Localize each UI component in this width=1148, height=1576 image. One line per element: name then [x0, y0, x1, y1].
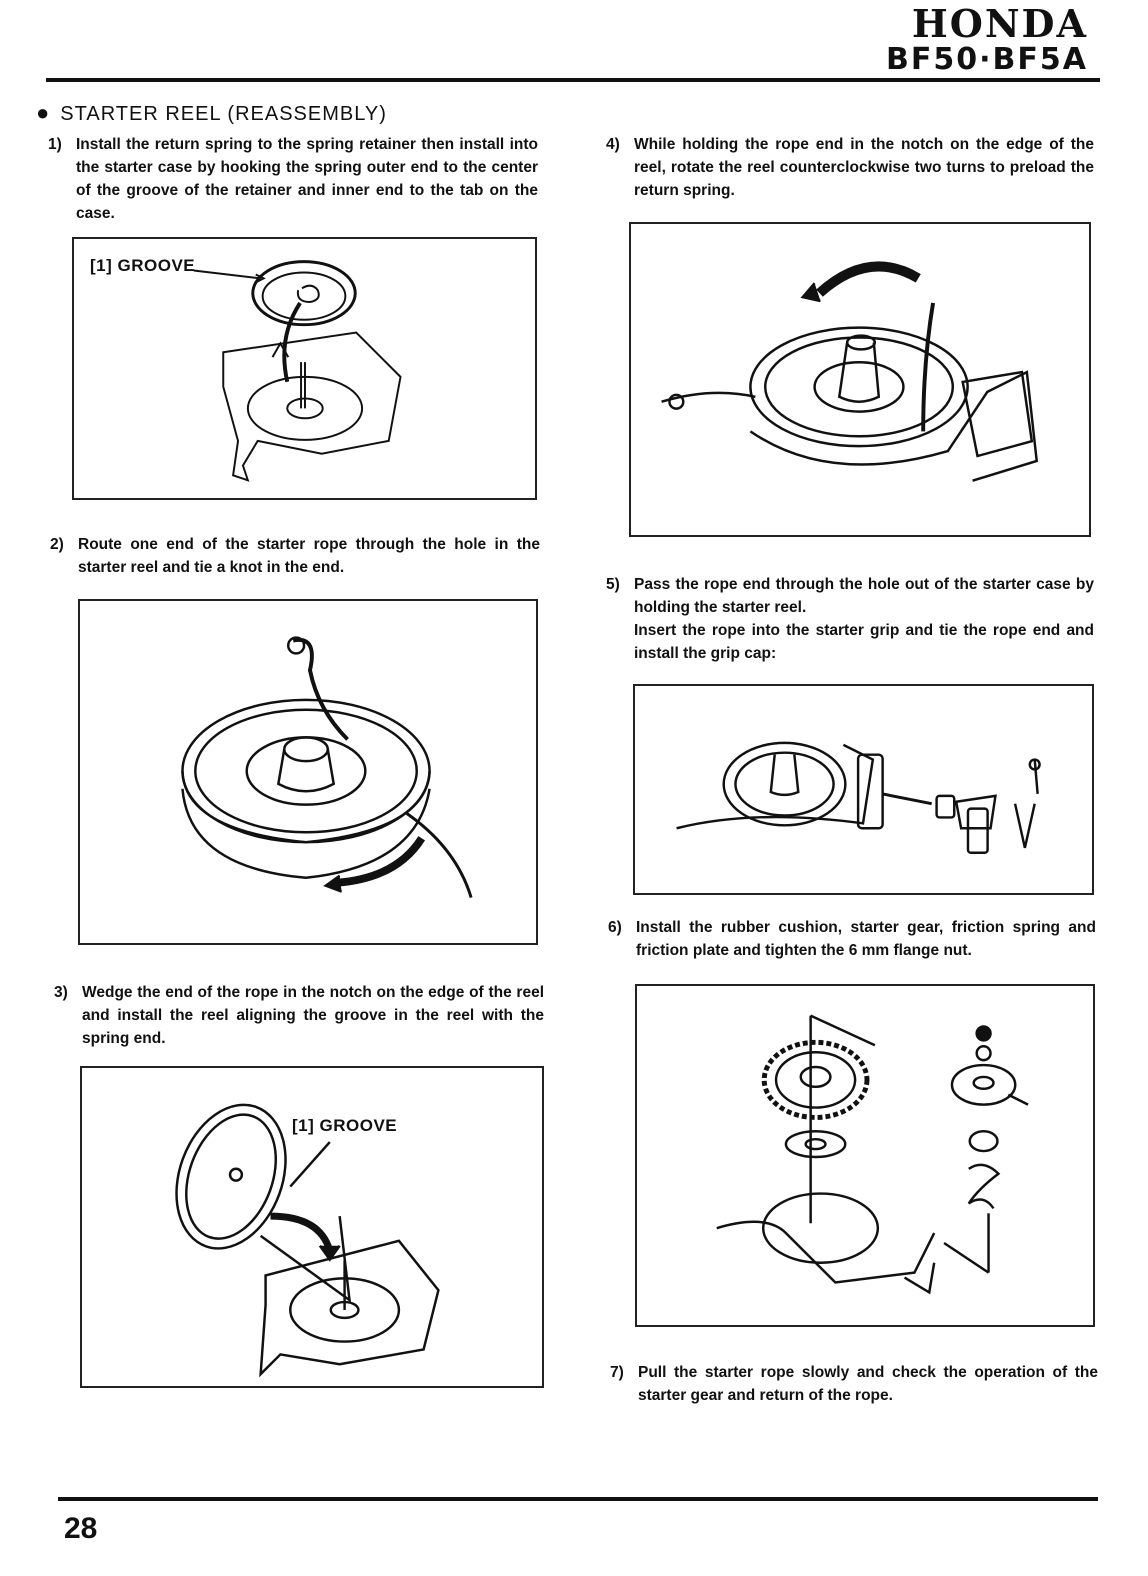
model-name: BF50·BF5A: [886, 42, 1088, 77]
step-7: [610, 1361, 1098, 1407]
header-brand: [886, 1, 1088, 77]
preload-spring-illustration: [631, 224, 1089, 535]
brand-logo-text: HONDA: [911, 1, 1088, 46]
figure-starter-reel-rope: [78, 599, 538, 945]
step-5-line-2: Insert the rope into the starter grip and tie the rope end and install the grip cap:: [634, 622, 1094, 662]
step-text: Install the rubber cushion, starter gear, friction spring and friction plate and tighten the 6 mm flange nut.: [636, 919, 1096, 959]
fig3-callout: [1] GROOVE: [292, 1116, 398, 1135]
page-number: 28: [64, 1512, 98, 1545]
starter-grip-illustration: [635, 686, 1092, 893]
step-2: [50, 533, 540, 579]
step-number: 5): [606, 576, 620, 593]
starter-reel-illustration: [80, 601, 536, 943]
figure-starter-grip: [633, 684, 1094, 895]
step-number: 6): [608, 919, 622, 936]
step-text: While holding the rope end in the notch on the edge of the reel, rotate the reel counterclockwise two turns to preload the return spring.: [634, 136, 1094, 199]
step-text: [634, 573, 1094, 665]
step-1: [48, 133, 538, 225]
step-number: 7): [610, 1364, 624, 1381]
step-5: [606, 573, 1094, 665]
step-6: [608, 916, 1096, 962]
step-3: [54, 981, 544, 1050]
fig1-callout: [1] GROOVE: [90, 256, 196, 275]
step-number: 3): [54, 984, 68, 1001]
section-title-text: STARTER REEL (REASSEMBLY): [60, 103, 387, 125]
footer-rule: [58, 1497, 1098, 1501]
figure-reel-groove: [80, 1066, 544, 1388]
figure-starter-gear: [635, 984, 1095, 1327]
step-text: Pull the starter rope slowly and check the operation of the starter gear and return of the rope.: [638, 1364, 1098, 1404]
bullet-icon: ●: [36, 100, 51, 125]
step-5-line-1: Pass the rope end through the hole out of the starter case by holding the starter reel.: [634, 576, 1094, 616]
step-text: Wedge the end of the rope in the notch on the edge of the reel and install the reel aligning the groove in the reel with the spring end.: [82, 984, 544, 1047]
step-number: 4): [606, 136, 620, 153]
step-text: Install the return spring to the spring retainer then install into the starter case by hooking the spring outer end to the center of the groove of the retainer and inner end to the tab on the case.: [76, 136, 538, 222]
figure-preload-spring: [629, 222, 1091, 537]
step-number: 2): [50, 536, 64, 553]
header-rule: [46, 78, 1100, 82]
return-spring-illustration: [74, 239, 535, 498]
section-title: [36, 100, 387, 126]
starter-gear-illustration: [637, 986, 1093, 1325]
figure-return-spring: [72, 237, 537, 500]
step-text: Route one end of the starter rope through the hole in the starter reel and tie a knot in the end.: [78, 536, 540, 576]
step-4: [606, 133, 1094, 202]
step-number: 1): [48, 136, 62, 153]
